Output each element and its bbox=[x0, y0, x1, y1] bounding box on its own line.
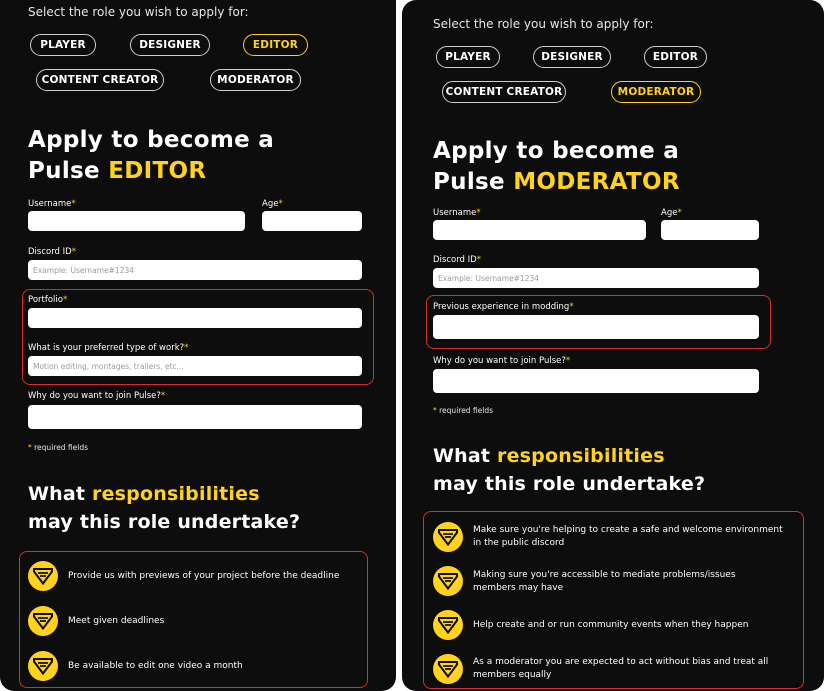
discord-label: Discord ID* bbox=[433, 255, 481, 265]
portfolio-input[interactable] bbox=[28, 308, 362, 328]
pulse-logo-icon bbox=[433, 522, 463, 552]
responsibility-item: Provide us with previews of your project before the deadline bbox=[68, 571, 340, 581]
required-note: * required fields bbox=[433, 406, 494, 415]
age-label: Age* bbox=[661, 208, 682, 218]
title-line2 bbox=[28, 156, 274, 187]
why-join-label: Why do you want to join Pulse?* bbox=[28, 391, 166, 401]
title-prefix: Pulse bbox=[433, 169, 514, 195]
title-line2 bbox=[433, 167, 680, 198]
role-button-content-creator[interactable]: CONTENT CREATOR bbox=[36, 69, 164, 91]
responsibilities-title: What responsibilities may this role undertake? bbox=[433, 445, 706, 495]
pulse-logo-icon bbox=[433, 610, 463, 640]
username-label: Username* bbox=[433, 208, 481, 218]
page-title bbox=[433, 136, 680, 198]
title-prefix: Pulse bbox=[28, 158, 109, 184]
username-input[interactable] bbox=[433, 220, 646, 240]
page-title bbox=[28, 125, 274, 187]
why-join-input[interactable] bbox=[28, 405, 362, 429]
pulse-logo-icon bbox=[28, 561, 58, 591]
responsibility-item: Help create and or run community events when they happen bbox=[473, 620, 749, 630]
pulse-logo-icon bbox=[433, 566, 463, 596]
title-role: MODERATOR bbox=[513, 169, 680, 195]
work-type-input[interactable]: Motion editing, montages, trailers, etc... bbox=[28, 356, 362, 376]
responsibilities-title: What responsibilities may this role undertake? bbox=[28, 483, 301, 533]
age-label: Age* bbox=[262, 199, 283, 209]
moderator-application-panel bbox=[402, 0, 824, 691]
experience-input[interactable] bbox=[433, 315, 759, 339]
age-input[interactable] bbox=[661, 220, 759, 240]
responsibility-item: As a moderator you are expected to act without bias and treat all members equally bbox=[473, 657, 769, 680]
title-line1: Apply to become a bbox=[433, 138, 680, 164]
role-button-designer[interactable]: DESIGNER bbox=[533, 46, 611, 68]
username-input[interactable] bbox=[28, 211, 245, 231]
responsibility-item: Making sure you're accessible to mediate problems/issues members may have bbox=[473, 570, 736, 593]
title-role: EDITOR bbox=[108, 158, 207, 184]
pulse-logo-icon bbox=[28, 651, 58, 681]
responsibility-item: Meet given deadlines bbox=[68, 616, 165, 626]
select-role-label: Select the role you wish to apply for: bbox=[433, 17, 654, 31]
username-label: Username* bbox=[28, 199, 76, 209]
responsibility-item: Be available to edit one video a month bbox=[68, 661, 243, 671]
editor-application-panel bbox=[0, 0, 396, 691]
role-button-editor[interactable]: EDITOR bbox=[243, 34, 308, 56]
select-role-label: Select the role you wish to apply for: bbox=[28, 5, 249, 19]
discord-input[interactable]: Example: Username#1234 bbox=[28, 260, 362, 280]
why-join-label: Why do you want to join Pulse?* bbox=[433, 356, 571, 366]
role-button-moderator[interactable]: MODERATOR bbox=[210, 69, 301, 91]
role-button-moderator[interactable]: MODERATOR bbox=[611, 81, 701, 103]
required-note: * required fields bbox=[28, 443, 89, 452]
pulse-logo-icon bbox=[433, 654, 463, 684]
pulse-logo-icon bbox=[28, 606, 58, 636]
discord-input[interactable]: Example: Username#1234 bbox=[433, 268, 759, 288]
discord-label: Discord ID* bbox=[28, 247, 76, 257]
role-button-content-creator[interactable]: CONTENT CREATOR bbox=[442, 81, 566, 103]
work-type-label: What is your preferred type of work?* bbox=[28, 343, 189, 353]
responsibility-item: Make sure you're helping to create a safe and welcome environment in the public discord bbox=[473, 525, 783, 548]
role-button-editor[interactable]: EDITOR bbox=[644, 46, 707, 68]
role-button-designer[interactable]: DESIGNER bbox=[130, 34, 210, 56]
age-input[interactable] bbox=[262, 211, 362, 231]
why-join-input[interactable] bbox=[433, 369, 759, 393]
portfolio-label: Portfolio* bbox=[28, 295, 68, 305]
title-line1: Apply to become a bbox=[28, 127, 275, 153]
role-button-player[interactable]: PLAYER bbox=[436, 46, 500, 68]
role-button-player[interactable]: PLAYER bbox=[30, 34, 96, 56]
experience-label: Previous experience in modding* bbox=[433, 302, 574, 312]
